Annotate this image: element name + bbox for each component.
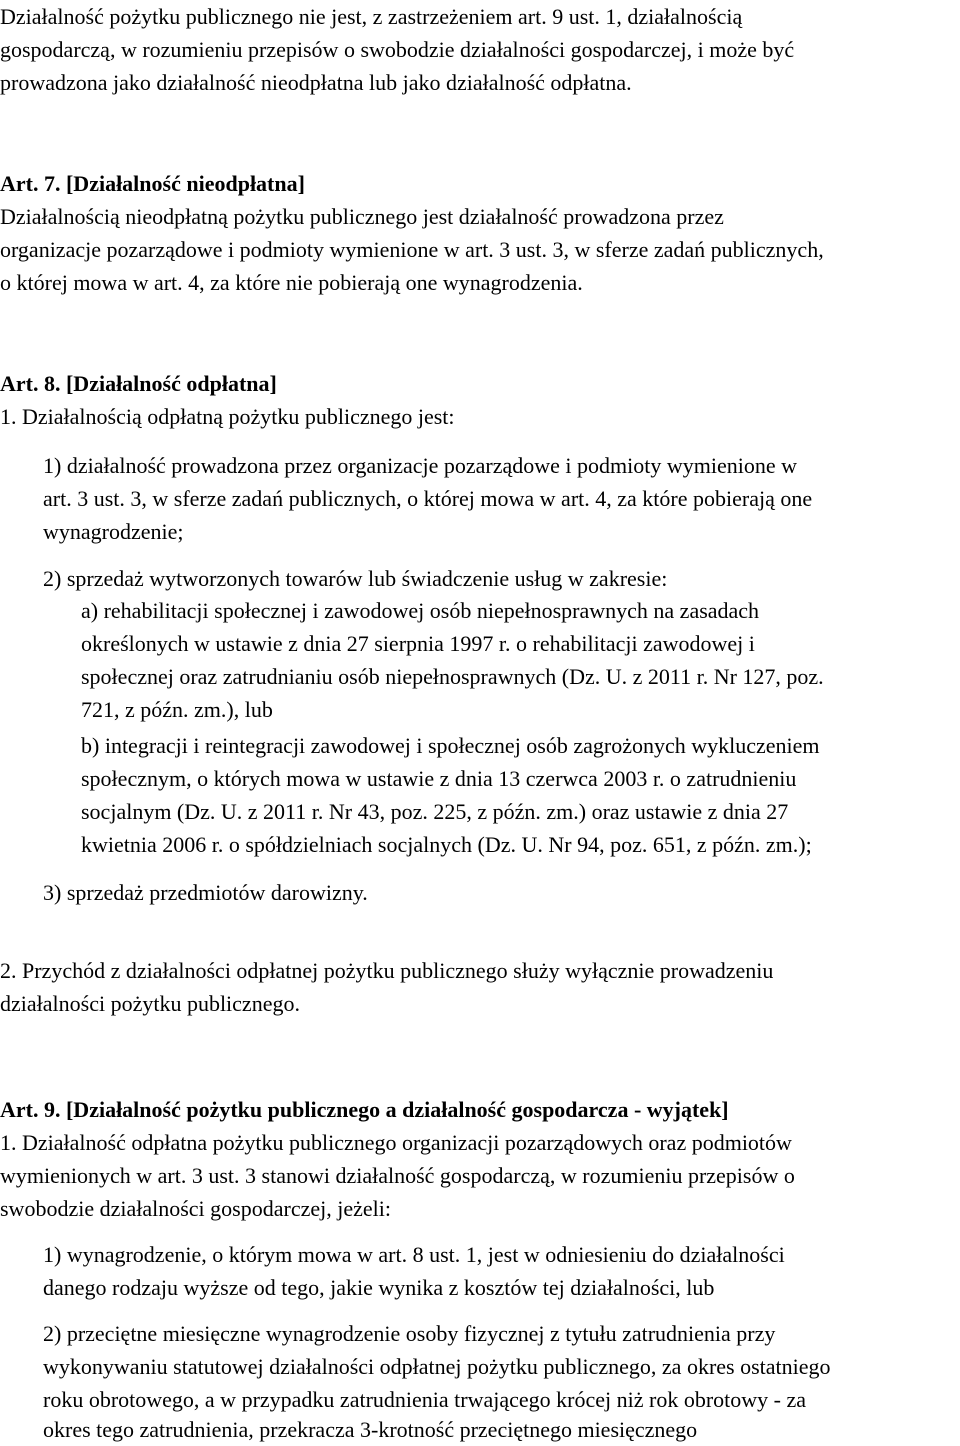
list-item-2: 2) przeciętne miesięczne wynagrodzenie osoby fizycznej z tytułu zatrudnienia przy: [43, 1321, 776, 1346]
text-line: 721, z późn. zm.), lub: [81, 697, 273, 722]
article-heading: Art. 9. [Działalność pożytku publicznego a działalność gospodarcza - wyjątek]: [0, 1097, 729, 1122]
text-line: kwietnia 2006 r. o spółdzielniach socjalnych (Dz. U. Nr 94, poz. 651, z późn. zm.);: [81, 832, 812, 857]
text-line: art. 3 ust. 3, w sferze zadań publicznych, o której mowa w art. 4, za które pobierają one: [43, 486, 813, 511]
text-line: o której mowa w art. 4, za które nie pobierają one wynagrodzenia.: [0, 270, 583, 295]
text-line: organizacje pozarządowe i podmioty wymienione w art. 3 ust. 3, w sferze zadań publicznych,: [0, 237, 824, 262]
text-line: wykonywaniu statutowej działalności odpłatnej pożytku publicznego, za okres ostatniego: [43, 1354, 831, 1379]
text-line: wynagrodzenie;: [43, 519, 184, 544]
text-line: roku obrotowego, a w przypadku zatrudnienia trwającego krócej niż rok obrotowy - za: [43, 1387, 806, 1412]
list-item-1: 1) działalność prowadzona przez organizacje pozarządowe i podmioty wymienione w: [43, 453, 798, 478]
text-line: okres tego zatrudnienia, przekracza 3-krotność przeciętnego miesięcznego: [43, 1417, 698, 1442]
text-line: prowadzona jako działalność nieodpłatna lub jako działalność odpłatna.: [0, 70, 632, 95]
sub-item-b: b) integracji i reintegracji zawodowej i społecznej osób zagrożonych wykluczeniem: [81, 733, 820, 758]
paragraph-1: 1. Działalność odpłatna pożytku publicznego organizacji pozarządowych oraz podmiotów: [0, 1130, 792, 1155]
text-line: socjalnym (Dz. U. z 2011 r. Nr 43, poz. 225, z późn. zm.) oraz ustawie z dnia 27: [81, 799, 789, 824]
sub-item-a: a) rehabilitacji społecznej i zawodowej osób niepełnosprawnych na zasadach: [81, 598, 760, 623]
text-line: swobodzie działalności gospodarczej, jeżeli:: [0, 1196, 391, 1221]
list-item-3: 3) sprzedaż przedmiotów darowizny.: [43, 880, 368, 905]
text-line: gospodarczą, w rozumieniu przepisów o swobodzie działalności gospodarczej, i może być: [0, 37, 795, 62]
article-heading: Art. 8. [Działalność odpłatna]: [0, 371, 277, 396]
article-heading: Art. 7. [Działalność nieodpłatna]: [0, 171, 305, 196]
paragraph-1: 1. Działalnością odpłatną pożytku publicznego jest:: [0, 404, 455, 429]
list-item-2: 2) sprzedaż wytworzonych towarów lub świadczenie usług w zakresie:: [43, 566, 668, 591]
text-line: wymienionych w art. 3 ust. 3 stanowi działalność gospodarczą, w rozumieniu przepisów o: [0, 1163, 795, 1188]
text-line: Działalnością nieodpłatną pożytku publicznego jest działalność prowadzona przez: [0, 204, 724, 229]
text-line: działalności pożytku publicznego.: [0, 991, 300, 1016]
text-line: danego rodzaju wyższe od tego, jakie wynika z kosztów tej działalności, lub: [43, 1275, 715, 1300]
text-line: Działalność pożytku publicznego nie jest, z zastrzeżeniem art. 9 ust. 1, działalnością: [0, 4, 743, 29]
text-line: społecznym, o których mowa w ustawie z dnia 13 czerwca 2003 r. o zatrudnieniu: [81, 766, 797, 791]
list-item-1: 1) wynagrodzenie, o którym mowa w art. 8 ust. 1, jest w odniesieniu do działalności: [43, 1242, 785, 1267]
text-line: określonych w ustawie z dnia 27 sierpnia 1997 r. o rehabilitacji zawodowej i: [81, 631, 755, 656]
paragraph-2: 2. Przychód z działalności odpłatnej pożytku publicznego służy wyłącznie prowadzeniu: [0, 958, 774, 983]
text-line: społecznej oraz zatrudnianiu osób niepełnosprawnych (Dz. U. z 2011 r. Nr 127, poz.: [81, 664, 824, 689]
